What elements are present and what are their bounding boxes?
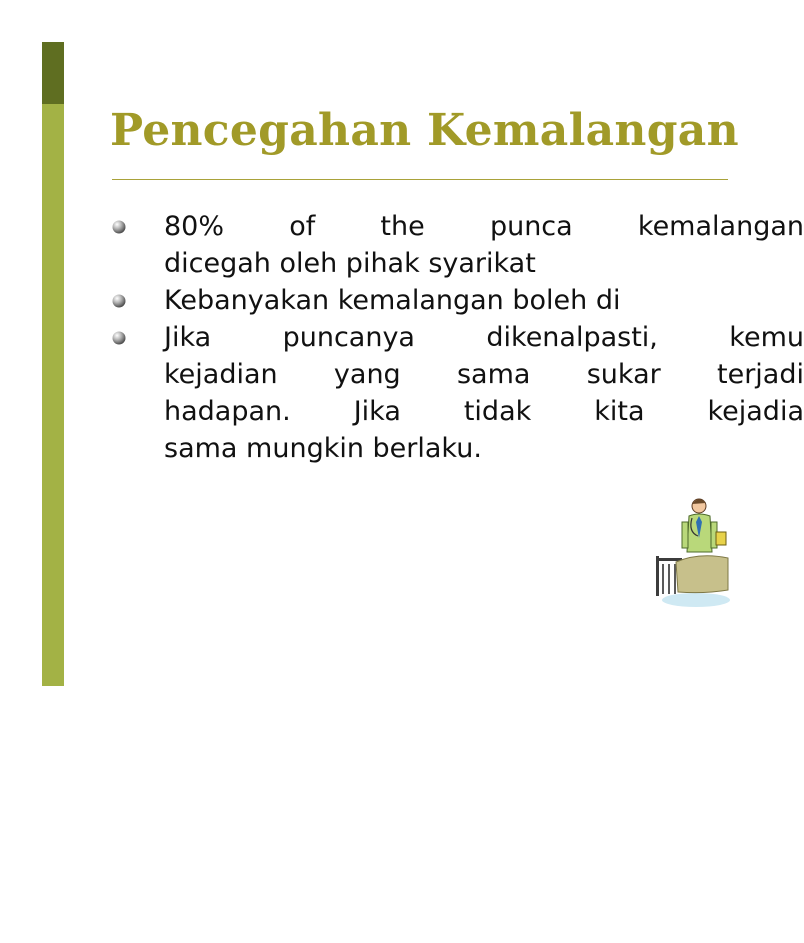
bullet-text xyxy=(164,282,804,319)
bullet-line: hadapan. Jika tidak kita kejadia xyxy=(164,396,804,427)
sphere-bullet-icon xyxy=(112,294,126,308)
bullet-line: dicegah oleh pihak syarikat xyxy=(164,248,536,279)
bullet-text xyxy=(164,319,804,467)
bullet-text xyxy=(164,208,804,282)
bullet-item-3 xyxy=(112,319,804,467)
bullet-line: Jika puncanya dikenalpasti, kemu xyxy=(164,322,804,353)
bullet-line: kejadian yang sama sukar terjadi xyxy=(164,359,804,390)
sphere-bullet-icon xyxy=(112,331,126,345)
bullet-list xyxy=(112,208,804,467)
slide-title: Pencegahan Kemalangan xyxy=(110,105,739,156)
bullet-item-2 xyxy=(112,282,804,319)
bullet-item-1 xyxy=(112,208,804,282)
doctor-at-bed-clipart xyxy=(654,492,728,612)
accent-bar-dark xyxy=(42,42,64,104)
bullet-line: 80% of the punca kemalangan xyxy=(164,211,804,242)
bullet-line: Kebanyakan kemalangan boleh di xyxy=(164,285,621,316)
title-underline xyxy=(112,179,728,180)
sphere-bullet-icon xyxy=(112,220,126,234)
accent-bar-light xyxy=(42,104,64,686)
bullet-line: sama mungkin berlaku. xyxy=(164,433,482,464)
